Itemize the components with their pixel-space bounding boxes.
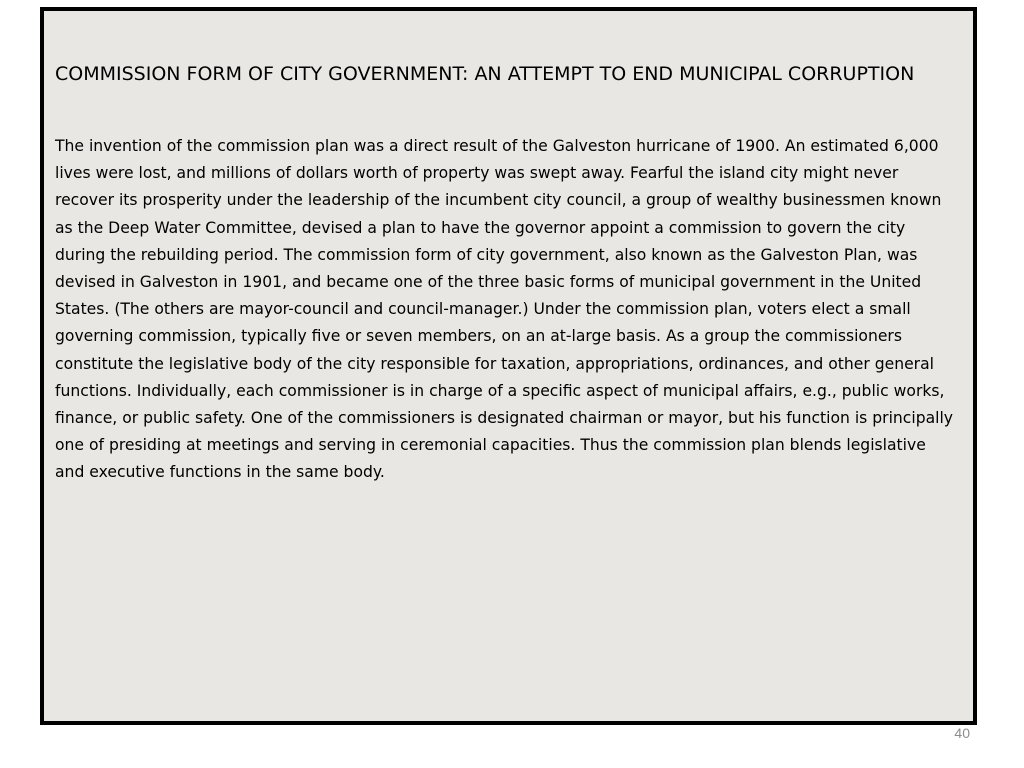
content-panel bbox=[40, 7, 977, 725]
page-number: 40 bbox=[954, 725, 970, 741]
slide-title: COMMISSION FORM OF CITY GOVERNMENT: AN ATTEMPT TO END MUNICIPAL CORRUPTION bbox=[55, 63, 915, 85]
slide-body-text: The invention of the commission plan was a direct result of the Galveston hurricane of 1900. An estimated 6,000 lives were lost, and millions of dollars worth of property was swept away. Fearful the island city might never recover its prosperity under the leadership of the incumbent city council, a group of wealthy businessmen known as the Deep Water Committee, devised a plan to have the governor appoint a commission to govern the city during the rebuilding period. The commission form of city government, also known as the Galveston Plan, was devised in Galveston in 1901, and became one of the three basic forms of municipal government in the United States. (The others are mayor-council and council-manager.) Under the commission plan, voters elect a small governing commission, typically five or seven members, on an at-large basis. As a group the commissioners constitute the legislative body of the city responsible for taxation, appropriations, ordinances, and other general functions. Individually, each commissioner is in charge of a specific aspect of municipal affairs, e.g., public works, finance, or public safety. One of the commissioners is designated chairman or mayor, but his function is principally one of presiding at meetings and serving in ceremonial capacities. Thus the commission plan blends legislative and executive functions in the same body. bbox=[55, 137, 954, 482]
